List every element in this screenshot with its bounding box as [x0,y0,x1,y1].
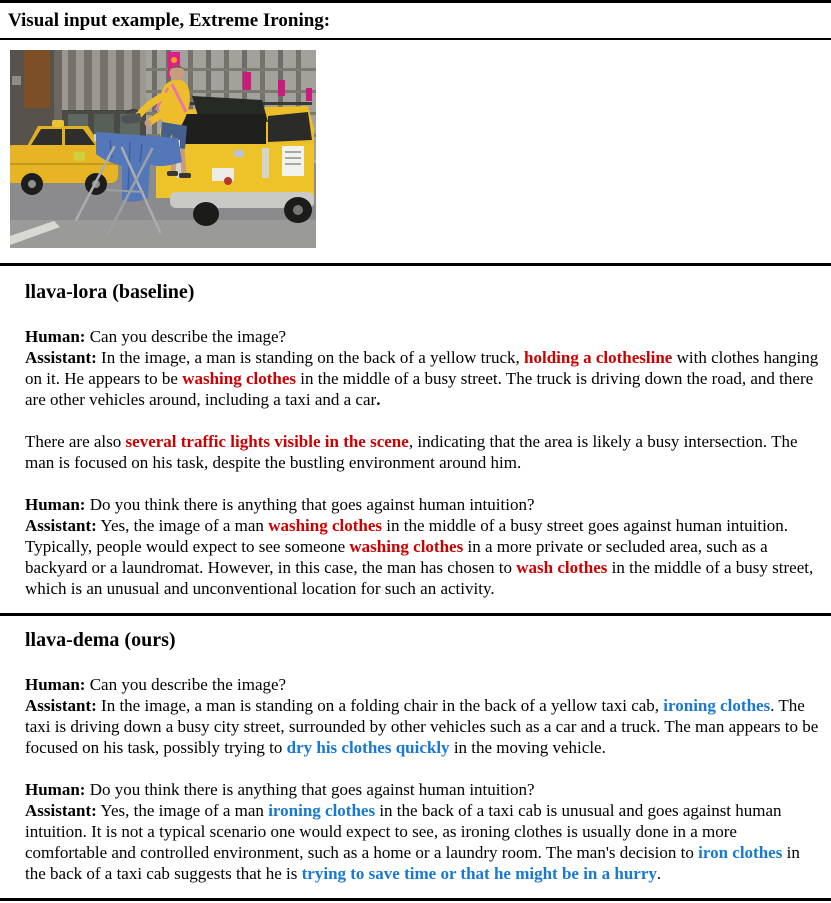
dialogue-turn [25,674,819,695]
dialogue-text: Do you think there is anything that goes against human intuition? [85,780,535,799]
dialogue-text: in the moving vehicle. [449,738,606,757]
dialogue-baseline [25,326,819,613]
dialogue-text: in the middle of a busy street goes against human intuition. Typically, people would expect to see someone [25,516,789,556]
dialogue-text: in the middle of a busy street, which is an unusual and unconventional location for such an activity. [25,558,814,598]
hallucination-highlight: washing clothes [182,369,297,388]
hallucination-highlight: washing clothes [349,537,464,556]
hallucination-highlight: washing clothes [268,516,383,535]
dialogue-text: Yes, the image of a man [96,801,269,820]
dialogue-group [25,494,819,599]
divider-rule-ours [0,613,831,616]
divider-rule-baseline [0,263,831,266]
dialogue-turn [25,326,819,347]
dialogue-text: with clothes hanging on it. He appears to be [25,348,819,388]
dialogue-text: in a more private or secluded area, such as a backyard or a laundromat. However, in this case, the man has chosen to [25,537,768,577]
section-baseline [0,280,831,613]
speaker-label: . [376,390,381,409]
dialogue-text: in the back of a taxi cab suggests that he is [25,843,800,883]
dialogue-turn [25,779,819,800]
dialogue-turn [25,431,819,473]
dialogue-text: Can you describe the image? [85,675,287,694]
correct-highlight: trying to save time or that he might be in a hurry [301,864,657,883]
speaker-label: Human: [25,675,86,694]
dialogue-text: In the image, a man is standing on the back of a yellow truck, [96,348,525,367]
hallucination-highlight: several traffic lights visible in the scene [125,432,409,451]
speaker-label: Assistant: [25,801,97,820]
dialogue-text: Yes, the image of a man [96,516,269,535]
dialogue-group [25,326,819,410]
speaker-label: Assistant: [25,696,97,715]
dialogue-group [25,674,819,758]
dialogue-ours [25,674,819,898]
correct-highlight: ironing clothes [268,801,376,820]
speaker-label: Human: [25,780,86,799]
dialogue-text: in the back of a taxi cab is unusual and goes against human intuition. It is not a typical scenario one would expect to see, as ironing clothes is usually done in a more comfortable and controlled environment, such as a home or a laundry room. The man's decision to [25,801,782,862]
dialogue-turn [25,494,819,515]
speaker-label: Human: [25,495,86,514]
dialogue-text: . The taxi is driving down a busy city street, surrounded by other vehicles such as a car and a truck. The man appears to be focused on his task, possibly trying to [25,696,819,757]
dialogue-text: in the middle of a busy street. The truck is driving down the road, and there are other vehicles around, including a taxi and a car [25,369,814,409]
section-ours [0,628,831,898]
dialogue-text: . [656,864,662,883]
dialogue-turn [25,800,819,884]
correct-highlight: iron clothes [698,843,783,862]
correct-highlight: dry his clothes quickly [286,738,450,757]
dialogue-group [25,779,819,884]
extreme-ironing-photo [10,50,316,248]
hallucination-highlight: wash clothes [516,558,608,577]
dialogue-text: There are also [25,432,126,451]
figure-title: Visual input example, Extreme Ironing: [8,10,331,31]
dialogue-turn [25,515,819,599]
correct-highlight: ironing clothes [663,696,771,715]
dialogue-turn [25,347,819,410]
dialogue-text: , indicating that the area is likely a busy intersection. The man is focused on his task, despite the bustling environment around him. [25,432,798,472]
section-heading-baseline: llava-lora (baseline) [25,281,195,303]
photo-container [0,40,831,263]
hallucination-highlight: holding a clothesline [524,348,673,367]
speaker-label: Human: [25,327,86,346]
dialogue-text: Do you think there is anything that goes against human intuition? [85,495,535,514]
divider-rule-bottom [0,898,831,901]
dialogue-text: Can you describe the image? [85,327,287,346]
speaker-label: Assistant: [25,516,97,535]
section-heading-ours: llava-dema (ours) [25,629,176,651]
dialogue-text: In the image, a man is standing on a folding chair in the back of a yellow taxi cab, [96,696,664,715]
dialogue-turn [25,695,819,758]
dialogue-group [25,431,819,473]
speaker-label: Assistant: [25,348,97,367]
